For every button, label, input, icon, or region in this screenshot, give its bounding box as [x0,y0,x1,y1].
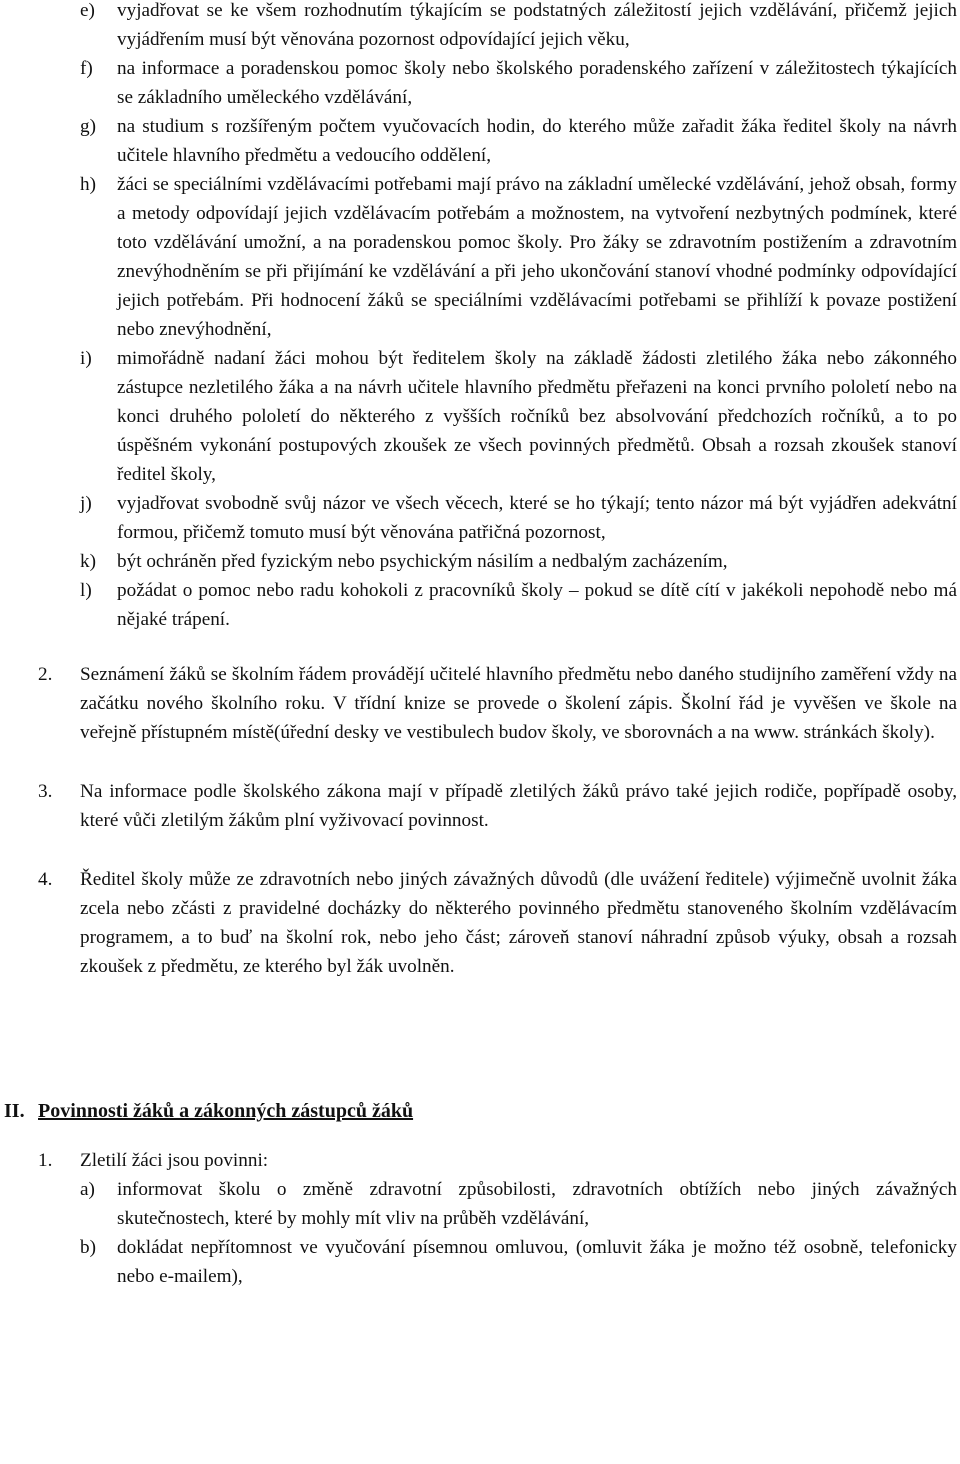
list-item-label: l) [80,580,92,601]
paragraph-number: 2. [38,664,53,685]
list-item-label: j) [80,493,92,514]
list-item-text: na informace a poradenskou pomoc školy nebo školského poradenského zařízení v záležitostech týkajících se základního uměleckého vzdělávání, [117,58,957,108]
list-item [0,54,960,112]
list-item-label: b) [80,1237,96,1258]
list-item-text: vyjadřovat svobodně svůj názor ve všech věcech, které se ho týkají; tento názor má být vyjádřen adekvátní formou, přičemž tomuto musí být věnována patřičná pozornost, [117,493,957,543]
list-item [0,489,960,547]
paragraph-text: Na informace podle školského zákona mají v případě zletilých žáků právo také jejich rodiče, popřípadě osoby, které vůči zletilým žákům plní vyživovací povinnost. [80,781,957,831]
obligations-intro [0,1146,960,1175]
list-item [0,344,960,489]
list-item [0,576,960,634]
list-item-text: mimořádně nadaní žáci mohou být ředitelem školy na základě žádosti zletilého žáka nebo zákonného zástupce nezletilého žáka a na návrh učitele hlavního předmětu přeřazeni na konci prvního pololetí nebo na konci druhého pololetí do některého z vyšších ročníků bez absolvování předchozích ročníků, a to po úspěšném vykonání postupových zkoušek ze všech povinných předmětů. Obsah a rozsah zkoušek stanoví ředitel školy, [117,348,957,485]
list-item-label: k) [80,551,96,572]
section-title: Povinnosti žáků a zákonných zástupců žáků [38,1100,414,1122]
numbered-paragraph [0,660,960,747]
list-item-label: h) [80,174,96,195]
section-heading [0,1097,960,1126]
paragraph-text: Ředitel školy může ze zdravotních nebo jiných závažných důvodů (dle uvážení ředitele) výjimečně uvolnit žáka zcela nebo zčásti z pravidelné docházky do některého povinného předmětu stanoveného školním vzdělávacím programem, a to buď na školní rok, nebo jeho část; zároveň stanoví náhradní způsob výuky, obsah a rozsah zkoušek z předmětu, ze kterého byl žák uvolněn. [80,869,957,977]
list-item [0,547,960,576]
list-item-text: informovat školu o změně zdravotní způsobilosti, zdravotních obtížích nebo jiných závažných skutečnostech, které by mohly mít vliv na průběh vzdělávání, [117,1179,957,1229]
obligations-list [0,1175,960,1291]
paragraph-number: 3. [38,781,53,802]
list-item-label: f) [80,58,93,79]
list-item-label: g) [80,116,96,137]
list-item-label: i) [80,348,92,369]
list-item-text: požádat o pomoc nebo radu kohokoli z pracovníků školy – pokud se dítě cítí v jakékoli nepohodě nebo má nějaké trápení. [117,580,957,630]
paragraph-text: Seznámení žáků se školním řádem provádějí učitelé hlavního předmětu nebo daného studijního zaměření vždy na začátku nového školního roku. V třídní knize se provede o školení zápis. Školní řád je vyvěšen ve škole na veřejně přístupném místě(úřední desky ve vestibulech budov školy, ve sborovnách a na www. stránkách školy). [80,664,957,743]
section-number: II. [4,1100,25,1122]
paragraph-text: Zletilí žáci jsou povinni: [80,1150,269,1171]
paragraph-number: 4. [38,869,53,890]
list-item [0,1233,960,1291]
rights-list [0,0,960,634]
list-item [0,170,960,344]
paragraph-number: 1. [38,1150,53,1171]
list-item-text: vyjadřovat se ke všem rozhodnutím týkajícím se podstatných záležitostí jejich vzdělávání, přičemž jejich vyjádřením musí být věnována pozornost odpovídající jejich věku, [117,0,957,50]
list-item-text: žáci se speciálními vzdělávacími potřebami mají právo na základní umělecké vzdělávání, jehož obsah, formy a metody odpovídají jejich vzdělávacím potřebám a možnostem, na vytvoření nezbytných podmínek, které toto vzdělávání umožní, a na poradenskou pomoc školy. Pro žáky se zdravotním postižením a zdravotním znevýhodněním se při přijímání ke vzdělávání a při jeho ukončování stanoví vhodné podmínky odpovídající jejich potřebám. Při hodnocení žáků se speciálními vzdělávacími potřebami se přihlíží k povaze postižení nebo znevýhodnění, [117,174,957,340]
numbered-paragraph [0,865,960,981]
list-item-text: dokládat nepřítomnost ve vyučování písemnou omluvou, (omluvit žáka je možno též osobně, telefonicky nebo e-mailem), [117,1237,957,1287]
list-item-text: být ochráněn před fyzickým nebo psychickým násilím a nedbalým zacházením, [117,551,728,572]
list-item [0,112,960,170]
list-item-label: a) [80,1179,95,1200]
list-item-label: e) [80,0,95,21]
numbered-paragraph [0,777,960,835]
list-item [0,0,960,54]
list-item-text: na studium s rozšířeným počtem vyučovacích hodin, do kterého může zařadit žáka ředitel školy na návrh učitele hlavního předmětu a vedoucího oddělení, [117,116,957,166]
list-item [0,1175,960,1233]
